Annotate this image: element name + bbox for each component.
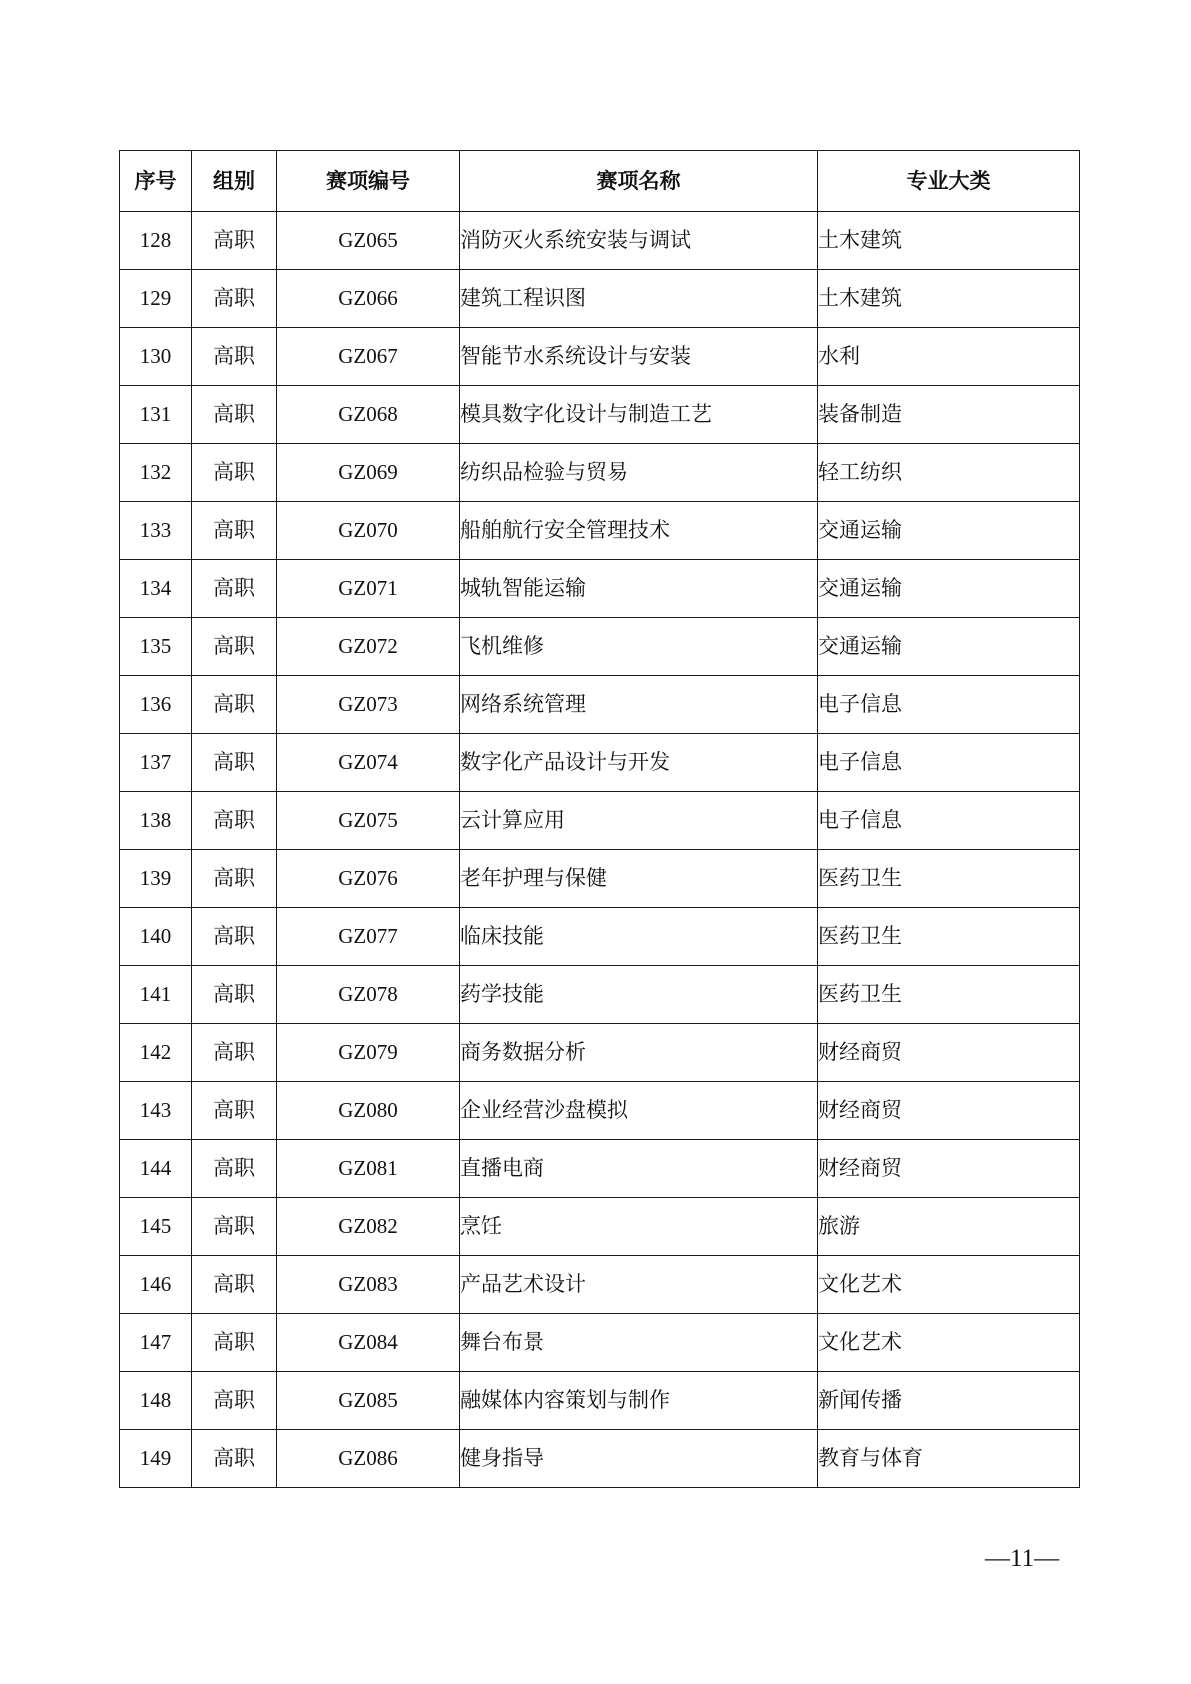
cell-name: 消防灭火系统安装与调试 bbox=[460, 212, 818, 270]
table-row bbox=[120, 1198, 1080, 1256]
cell-category: 电子信息 bbox=[818, 734, 1080, 792]
cell-group: 高职 bbox=[192, 502, 277, 560]
cell-code: GZ070 bbox=[277, 502, 460, 560]
cell-name: 船舶航行安全管理技术 bbox=[460, 502, 818, 560]
cell-name: 健身指导 bbox=[460, 1430, 818, 1488]
cell-category: 文化艺术 bbox=[818, 1256, 1080, 1314]
cell-seq: 135 bbox=[120, 618, 192, 676]
cell-group: 高职 bbox=[192, 328, 277, 386]
cell-seq: 132 bbox=[120, 444, 192, 502]
cell-category: 教育与体育 bbox=[818, 1430, 1080, 1488]
cell-category: 水利 bbox=[818, 328, 1080, 386]
cell-name: 烹饪 bbox=[460, 1198, 818, 1256]
cell-name: 药学技能 bbox=[460, 966, 818, 1024]
cell-code: GZ083 bbox=[277, 1256, 460, 1314]
cell-group: 高职 bbox=[192, 386, 277, 444]
cell-group: 高职 bbox=[192, 1024, 277, 1082]
cell-seq: 141 bbox=[120, 966, 192, 1024]
cell-code: GZ078 bbox=[277, 966, 460, 1024]
table-row bbox=[120, 1082, 1080, 1140]
cell-seq: 134 bbox=[120, 560, 192, 618]
table-row bbox=[120, 560, 1080, 618]
cell-code: GZ085 bbox=[277, 1372, 460, 1430]
cell-seq: 145 bbox=[120, 1198, 192, 1256]
cell-code: GZ079 bbox=[277, 1024, 460, 1082]
cell-name: 直播电商 bbox=[460, 1140, 818, 1198]
cell-category: 装备制造 bbox=[818, 386, 1080, 444]
cell-group: 高职 bbox=[192, 444, 277, 502]
table-row bbox=[120, 1314, 1080, 1372]
cell-category: 新闻传播 bbox=[818, 1372, 1080, 1430]
cell-group: 高职 bbox=[192, 792, 277, 850]
cell-category: 交通运输 bbox=[818, 502, 1080, 560]
header-name: 赛项名称 bbox=[460, 151, 818, 212]
table-row bbox=[120, 966, 1080, 1024]
cell-name: 纺织品检验与贸易 bbox=[460, 444, 818, 502]
cell-seq: 139 bbox=[120, 850, 192, 908]
table-row bbox=[120, 386, 1080, 444]
cell-code: GZ080 bbox=[277, 1082, 460, 1140]
cell-group: 高职 bbox=[192, 1372, 277, 1430]
cell-group: 高职 bbox=[192, 212, 277, 270]
cell-name: 商务数据分析 bbox=[460, 1024, 818, 1082]
cell-category: 财经商贸 bbox=[818, 1024, 1080, 1082]
page-number: —11— bbox=[985, 1545, 1060, 1572]
cell-name: 模具数字化设计与制造工艺 bbox=[460, 386, 818, 444]
cell-name: 飞机维修 bbox=[460, 618, 818, 676]
table-row bbox=[120, 1256, 1080, 1314]
table-row bbox=[120, 792, 1080, 850]
cell-seq: 144 bbox=[120, 1140, 192, 1198]
header-seq: 序号 bbox=[120, 151, 192, 212]
header-group: 组别 bbox=[192, 151, 277, 212]
cell-code: GZ066 bbox=[277, 270, 460, 328]
table-row bbox=[120, 328, 1080, 386]
table-row bbox=[120, 850, 1080, 908]
cell-category: 财经商贸 bbox=[818, 1082, 1080, 1140]
cell-name: 云计算应用 bbox=[460, 792, 818, 850]
table-body bbox=[120, 212, 1080, 1488]
cell-name: 城轨智能运输 bbox=[460, 560, 818, 618]
cell-name: 舞台布景 bbox=[460, 1314, 818, 1372]
cell-seq: 143 bbox=[120, 1082, 192, 1140]
cell-group: 高职 bbox=[192, 1314, 277, 1372]
cell-name: 网络系统管理 bbox=[460, 676, 818, 734]
table-row bbox=[120, 1140, 1080, 1198]
table-header bbox=[120, 151, 1080, 212]
cell-group: 高职 bbox=[192, 908, 277, 966]
cell-category: 医药卫生 bbox=[818, 908, 1080, 966]
table-row bbox=[120, 1024, 1080, 1082]
cell-category: 电子信息 bbox=[818, 792, 1080, 850]
cell-category: 文化艺术 bbox=[818, 1314, 1080, 1372]
cell-seq: 137 bbox=[120, 734, 192, 792]
cell-code: GZ081 bbox=[277, 1140, 460, 1198]
table-row bbox=[120, 618, 1080, 676]
cell-seq: 131 bbox=[120, 386, 192, 444]
cell-name: 老年护理与保健 bbox=[460, 850, 818, 908]
cell-name: 建筑工程识图 bbox=[460, 270, 818, 328]
cell-name: 智能节水系统设计与安装 bbox=[460, 328, 818, 386]
cell-code: GZ073 bbox=[277, 676, 460, 734]
cell-seq: 148 bbox=[120, 1372, 192, 1430]
cell-category: 旅游 bbox=[818, 1198, 1080, 1256]
cell-code: GZ069 bbox=[277, 444, 460, 502]
cell-group: 高职 bbox=[192, 1082, 277, 1140]
cell-category: 交通运输 bbox=[818, 618, 1080, 676]
cell-category: 财经商贸 bbox=[818, 1140, 1080, 1198]
cell-category: 土木建筑 bbox=[818, 212, 1080, 270]
cell-group: 高职 bbox=[192, 734, 277, 792]
cell-code: GZ075 bbox=[277, 792, 460, 850]
cell-code: GZ084 bbox=[277, 1314, 460, 1372]
cell-seq: 130 bbox=[120, 328, 192, 386]
cell-code: GZ086 bbox=[277, 1430, 460, 1488]
cell-group: 高职 bbox=[192, 560, 277, 618]
cell-category: 医药卫生 bbox=[818, 850, 1080, 908]
cell-group: 高职 bbox=[192, 1198, 277, 1256]
cell-group: 高职 bbox=[192, 1430, 277, 1488]
cell-code: GZ082 bbox=[277, 1198, 460, 1256]
cell-seq: 129 bbox=[120, 270, 192, 328]
table-row bbox=[120, 212, 1080, 270]
cell-code: GZ074 bbox=[277, 734, 460, 792]
cell-seq: 149 bbox=[120, 1430, 192, 1488]
cell-group: 高职 bbox=[192, 966, 277, 1024]
cell-code: GZ067 bbox=[277, 328, 460, 386]
table-row bbox=[120, 908, 1080, 966]
cell-code: GZ076 bbox=[277, 850, 460, 908]
cell-name: 数字化产品设计与开发 bbox=[460, 734, 818, 792]
cell-seq: 142 bbox=[120, 1024, 192, 1082]
cell-code: GZ072 bbox=[277, 618, 460, 676]
header-code: 赛项编号 bbox=[277, 151, 460, 212]
cell-group: 高职 bbox=[192, 850, 277, 908]
table-row bbox=[120, 270, 1080, 328]
table-row bbox=[120, 1372, 1080, 1430]
cell-category: 轻工纺织 bbox=[818, 444, 1080, 502]
cell-group: 高职 bbox=[192, 1256, 277, 1314]
cell-name: 融媒体内容策划与制作 bbox=[460, 1372, 818, 1430]
cell-group: 高职 bbox=[192, 1140, 277, 1198]
cell-seq: 140 bbox=[120, 908, 192, 966]
cell-code: GZ068 bbox=[277, 386, 460, 444]
cell-seq: 138 bbox=[120, 792, 192, 850]
cell-code: GZ065 bbox=[277, 212, 460, 270]
header-category: 专业大类 bbox=[818, 151, 1080, 212]
cell-category: 医药卫生 bbox=[818, 966, 1080, 1024]
cell-seq: 136 bbox=[120, 676, 192, 734]
table-row bbox=[120, 734, 1080, 792]
cell-name: 企业经营沙盘模拟 bbox=[460, 1082, 818, 1140]
cell-code: GZ071 bbox=[277, 560, 460, 618]
cell-group: 高职 bbox=[192, 618, 277, 676]
table-row bbox=[120, 1430, 1080, 1488]
competition-table bbox=[119, 150, 1080, 1488]
cell-name: 产品艺术设计 bbox=[460, 1256, 818, 1314]
cell-seq: 146 bbox=[120, 1256, 192, 1314]
cell-group: 高职 bbox=[192, 270, 277, 328]
cell-seq: 128 bbox=[120, 212, 192, 270]
table-row bbox=[120, 676, 1080, 734]
cell-category: 土木建筑 bbox=[818, 270, 1080, 328]
table-row bbox=[120, 502, 1080, 560]
table-row bbox=[120, 444, 1080, 502]
cell-group: 高职 bbox=[192, 676, 277, 734]
header-row bbox=[120, 151, 1080, 212]
cell-name: 临床技能 bbox=[460, 908, 818, 966]
cell-category: 电子信息 bbox=[818, 676, 1080, 734]
cell-seq: 133 bbox=[120, 502, 192, 560]
cell-seq: 147 bbox=[120, 1314, 192, 1372]
cell-code: GZ077 bbox=[277, 908, 460, 966]
cell-category: 交通运输 bbox=[818, 560, 1080, 618]
